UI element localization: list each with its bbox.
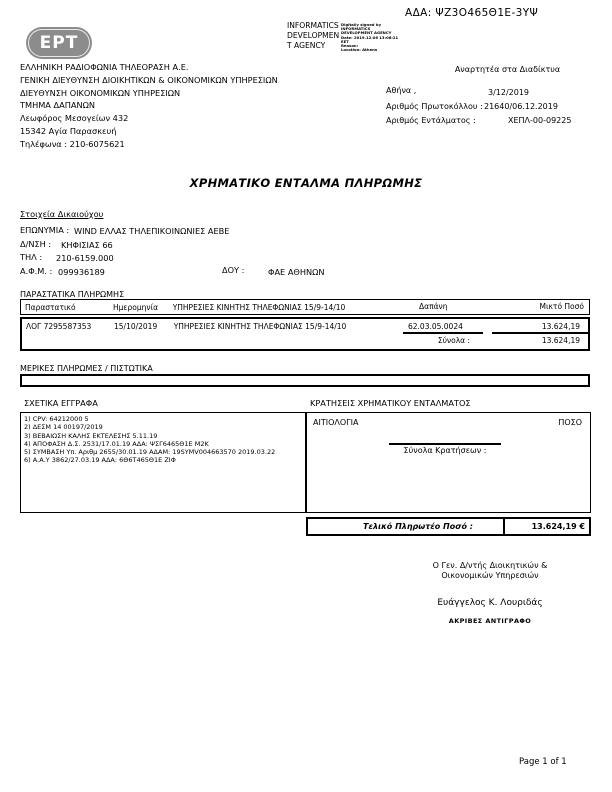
totals-label: Σύνολα : (437, 336, 470, 345)
order-number-label: Αριθμός Εντάλματος : (386, 116, 476, 125)
final-payable-label: Τελικό Πληρωτέο Ποσό : (363, 522, 473, 531)
deductions-section-title: ΚΡΑΤΗΣΕΙΣ ΧΡΗΜΑΤΙΚΟΥ ΕΝΤΑΛΜΑΤΟΣ (310, 398, 471, 408)
deductions-box (306, 412, 591, 513)
totals-rule-right (492, 332, 588, 334)
digital-signature-stamp (287, 21, 339, 50)
protocol-label: Αριθμός Πρωτοκόλλου : (386, 102, 483, 111)
related-document-item: 2) ΔΕΣΜ 14 00197/2019 (24, 423, 103, 432)
col-header-date: Ημερομηνία (113, 303, 159, 312)
related-document-item: 6) Α.Α.Υ 3862/27.03.19 ΑΔΑ: 6Θ6Τ465Θ1Ε ΖΙΦ (24, 456, 176, 465)
document-date: 3/12/2019 (488, 88, 530, 97)
issuer-line: ΔΙΕΥΘΥΝΣΗ ΟΙΚΟΝΟΜΙΚΩΝ ΥΠΗΡΕΣΙΩΝ (20, 87, 181, 98)
issuer-line: ΓΕΝΙΚΗ ΔΙΕΥΘΥΝΣΗ ΔΙΟΙΚΗΤΙΚΩΝ & ΟΙΚΟΝΟΜΙΚΩΝ ΥΠΗΡΕΣΙΩΝ (20, 74, 278, 85)
beneficiary-vat-label: Α.Φ.Μ. : (20, 266, 53, 276)
payment-documents-section-title: ΠΑΡΑΣΤΑΤΙΚΑ ΠΛΗΡΩΜΗΣ (20, 290, 125, 299)
page-number: Page 1 of 1 (519, 757, 567, 767)
beneficiary-name-label: ΕΠΩΝΥΜΙΑ : (20, 225, 70, 235)
related-documents-section-title: ΣΧΕΤΙΚΑ ΕΓΓΡΑΦΑ (24, 398, 98, 408)
deductions-totals-rule (389, 443, 501, 445)
issuer-block (20, 61, 278, 151)
col-header-document: Παραστατικό (25, 303, 76, 312)
order-number-value: ΧΕΠΛ-00-09225 (508, 116, 572, 125)
final-payable-strip (306, 517, 591, 536)
issuer-line: Τηλέφωνα : 210-6075621 (20, 138, 125, 149)
related-document-item: 4) ΑΠΟΦΑΣΗ Δ.Σ. 2531/17.01.19 ΑΔΑ: ΨΣΓ6465Θ1Ε Μ2Κ (24, 439, 209, 448)
row-description: ΥΠΗΡΕΣΙΕΣ ΚΙΝΗΤΗΣ ΤΗΛΕΦΩΝΙΑΣ 15/9-14/10 (173, 322, 347, 331)
related-document-item: 3) ΒΕΒΑΙΩΣΗ ΚΑΛΗΣ ΕΚΤΕΛΕΣΗΣ 5.11.19 (24, 431, 158, 440)
stamp-detail-line: Location: Athens (341, 47, 378, 53)
beneficiary-phone: 210-6159.000 (56, 253, 114, 263)
issuer-line: ΤΜΗΜΑ ΔΑΠΑΝΩΝ (20, 100, 95, 111)
issuer-line: Λεωφόρος Μεσογείων 432 (20, 113, 129, 124)
col-header-gross-amount: Μικτό Ποσό (539, 302, 584, 311)
ert-logo-text: ΕΡΤ (39, 33, 79, 53)
deductions-amount-header: ΠΟΣΟ (558, 418, 582, 427)
page-title: ΧΡΗΜΑΤΙΚΟ ΕΝΤΑΛΜΑ ΠΛΗΡΩΜΗΣ (189, 176, 423, 190)
signature-block (390, 561, 590, 625)
stamp-detail-line: Reason: (341, 43, 359, 49)
deductions-reason-header: ΑΙΤΙΟΛΟΓΙΑ (313, 418, 359, 427)
stamp-detail-line: EET (341, 38, 349, 44)
tax-office: ΦΑΕ ΑΘΗΝΩΝ (268, 267, 325, 277)
stamp-detail-line: DEVELOPMENT AGENCY (341, 30, 392, 36)
publish-note: Αναρτητέα στα Διαδίκτυα (454, 65, 561, 74)
issuer-line: 15342 Αγία Παρασκευή (20, 125, 117, 136)
beneficiary-address-label: Δ/ΝΣΗ : (20, 239, 52, 249)
certified-copy-note: ΑΚΡΙΒΕΣ ΑΝΤΙΓΡΑΦΟ (448, 617, 532, 625)
beneficiary-phone-label: ΤΗΛ : (20, 252, 43, 262)
stamp-agency-line: DEVELOPMEN (287, 30, 340, 40)
partial-payments-empty-box (20, 374, 590, 387)
beneficiary-name: WIND ΕΛΛΑΣ ΤΗΛΕΠΙΚΟΙΝΩΝΙΕΣ ΑΕΒΕ (74, 226, 230, 236)
issuer-line: ΕΛΛΗΝΙΚΗ ΡΑΔΙΟΦΩΝΙΑ ΤΗΛΕΟΡΑΣΗ Α.Ε. (20, 62, 189, 72)
col-header-expense: Δαπάνη (419, 302, 448, 311)
partial-payments-section-title: ΜΕΡΙΚΕΣ ΠΛΗΡΩΜΕΣ / ΠΙΣΤΩΤΙΚΑ (20, 364, 153, 373)
col-header-description: ΥΠΗΡΕΣΙΕΣ ΚΙΝΗΤΗΣ ΤΗΛΕΦΩΝΙΑΣ 15/9-14/10 (172, 303, 346, 312)
digital-signature-details (341, 23, 398, 52)
related-document-item: 1) CPV: 64212000 5 (24, 415, 89, 423)
beneficiary-address: ΚΗΦΙΣΙΑΣ 66 (61, 240, 113, 250)
final-payable-amount: 13.624,19 € (503, 519, 589, 534)
row-expense-code: 62.03.05.0024 (408, 322, 463, 331)
payment-documents-table-body (20, 317, 590, 351)
related-documents-box (20, 412, 306, 513)
protocol-value: 21640/06.12.2019 (484, 102, 558, 111)
stamp-agency-line: T AGENCY (287, 40, 326, 50)
beneficiary-vat: 099936189 (58, 267, 105, 277)
stamp-detail-line: Date: 2019.12.06 13:06:21 (341, 34, 399, 40)
stamp-detail-line: INFORMATICS (341, 26, 371, 32)
tax-office-label: ΔΟΥ : (222, 265, 245, 275)
ert-logo (26, 27, 92, 59)
related-document-item: 5) ΣΥΜΒΑΣΗ Υπ. Αριθμ 2655/30.01.19 ΑΔΑΜ: 19SYMV004663570 2019.03.22 (24, 448, 276, 457)
stamp-agency-line: INFORMATICS (287, 21, 339, 30)
signer-title-line: Οικονομικών Υπηρεσιών (441, 571, 539, 580)
row-document: ΛΟΓ 7295587353 (26, 322, 92, 331)
totals-value: 13.624,19 (541, 336, 580, 345)
ada-code: ΑΔΑ: ΨΖ3Ο465Θ1Ε-3ΥΨ (405, 7, 539, 19)
row-date: 15/10/2019 (114, 322, 158, 331)
city-label: Αθήνα , (386, 86, 417, 95)
signer-title-line: Ο Γεν. Δ/ντής Διοικητικών & (432, 561, 548, 570)
payment-documents-table-header (20, 299, 590, 315)
stamp-detail-line: Digitally signed by (341, 22, 382, 27)
deductions-totals-label: Σύνολα Κρατήσεων : (403, 446, 487, 455)
signer-name: Ευάγγελος Κ. Λουριδάς (437, 598, 543, 608)
row-gross-amount: 13.624,19 (541, 322, 580, 331)
beneficiary-section-title: Στοιχεία Δικαιούχου (20, 209, 104, 219)
totals-rule-left (403, 332, 483, 334)
